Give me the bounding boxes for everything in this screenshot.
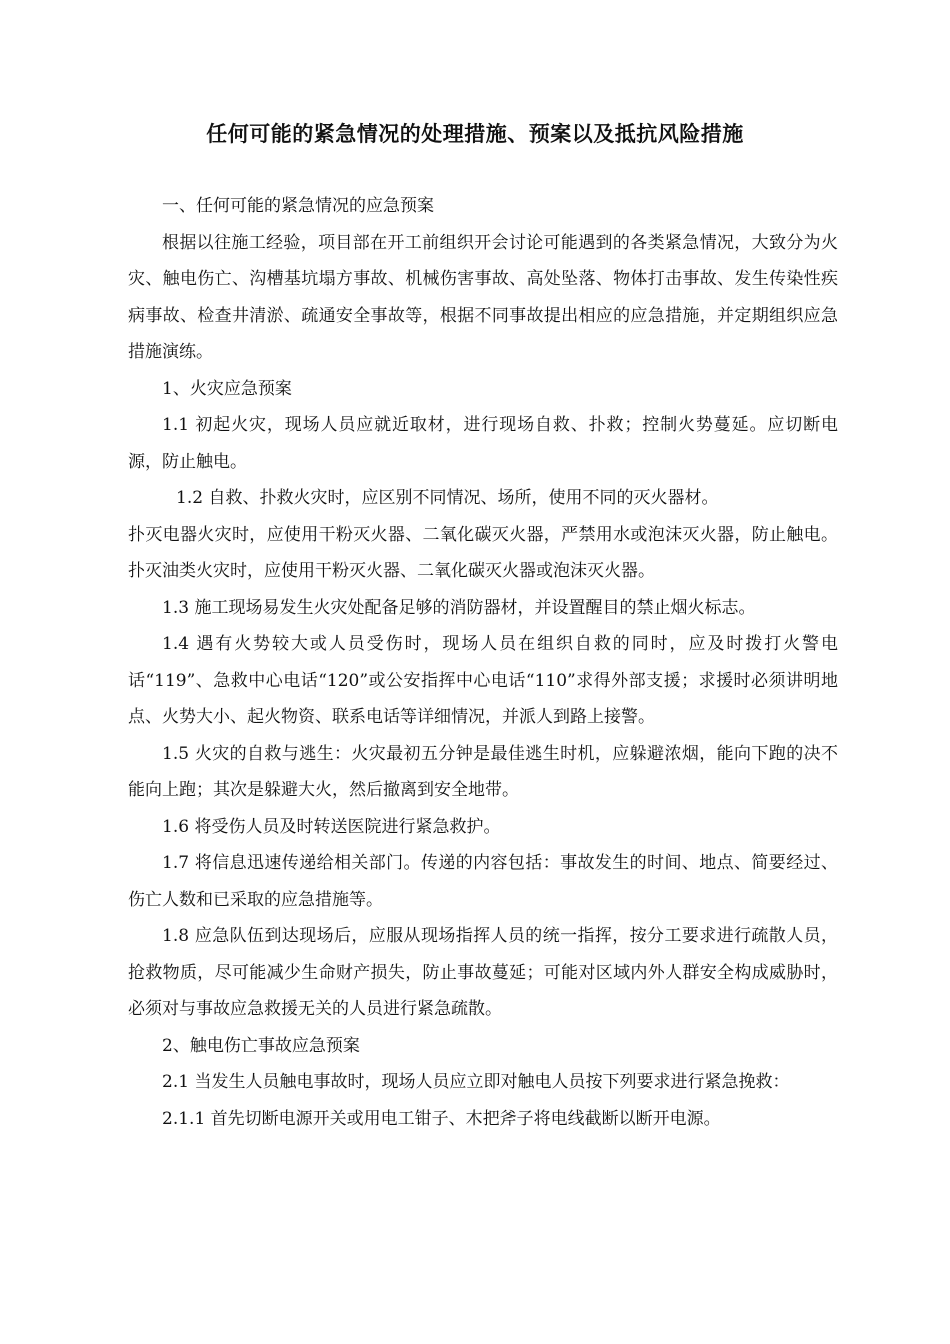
paragraph-1-7: 1.7 将信息迅速传递给相关部门。传递的内容包括：事故发生的时间、地点、简要经过、伤亡人数和已采取的应急措施等。	[128, 853, 838, 910]
paragraph-overview: 根据以往施工经验，项目部在开工前组织开会讨论可能遇到的各类紧急情况，大致分为火灾、触电伤亡、沟槽基坑塌方事故、机械伤害事故、高处坠落、物体打击事故、发生传染性疾病事故、检查井清淤、疏通安全事故等，根据不同事故提出相应的应急措施，并定期组织应急措施演练。	[128, 232, 838, 362]
section-heading-fire: 1、火灾应急预案	[162, 378, 292, 399]
section-heading-electric-shock: 2、触电伤亡事故应急预案	[162, 1035, 360, 1056]
paragraph-2-1-1: 2.1.1 首先切断电源开关或用电工钳子、木把斧子将电线截断以断开电源。	[162, 1108, 721, 1129]
paragraph-1-4: 1.4 遇有火势较大或人员受伤时，现场人员在组织自救的同时，应及时拨打火警电话“119”、急救中心电话“120”或公安指挥中心电话“110”求得外部支援；求援时必须讲明地点、火势大小、起火物资、联系电话等详细情况，并派人到路上接警。	[128, 634, 838, 727]
paragraph-1-5: 1.5 火灾的自救与逃生：火灾最初五分钟是最佳逃生时机，应躲避浓烟，能向下跑的决不能向上跑；其次是躲避大火，然后撤离到安全地带。	[128, 743, 838, 800]
paragraph-2-1: 2.1 当发生人员触电事故时，现场人员应立即对触电人员按下列要求进行紧急挽救：	[162, 1072, 790, 1092]
document-title: 任何可能的紧急情况的处理措施、预案以及抵抗风险措施	[206, 121, 744, 146]
paragraph-1-3: 1.3 施工现场易发生火灾处配备足够的消防器材，并设置醒目的禁止烟火标志。	[162, 597, 756, 618]
paragraph-1-2: 1.2 自救、扑救火灾时，应区别不同情况、场所，使用不同的灭火器材。	[176, 488, 719, 508]
paragraph-1-8: 1.8 应急队伍到达现场后，应服从现场指挥人员的统一指挥，按分工要求进行疏散人员，抢救物质，尽可能减少生命财产损失，防止事故蔓延；可能对区域内外人群安全构成威胁时，必须对与事故应急救援无关的人员进行紧急疏散。	[128, 926, 838, 1019]
paragraph-electrical-fire: 扑灭电器火灾时，应使用干粉灭火器、二氧化碳灭火器，严禁用水或泡沫灭火器，防止触电。扑灭油类火灾时，应使用干粉灭火器、二氧化碳灭火器或泡沫灭火器。	[128, 524, 838, 581]
section-heading-emergency-plans: 一、任何可能的紧急情况的应急预案	[162, 196, 434, 216]
paragraph-1-6: 1.6 将受伤人员及时转送医院进行紧急救护。	[162, 816, 501, 837]
document-body	[128, 188, 838, 1137]
paragraph-1-1: 1.1 初起火灾，现场人员应就近取材，进行现场自救、扑救；控制火势蔓延。应切断电源，防止触电。	[128, 415, 838, 472]
